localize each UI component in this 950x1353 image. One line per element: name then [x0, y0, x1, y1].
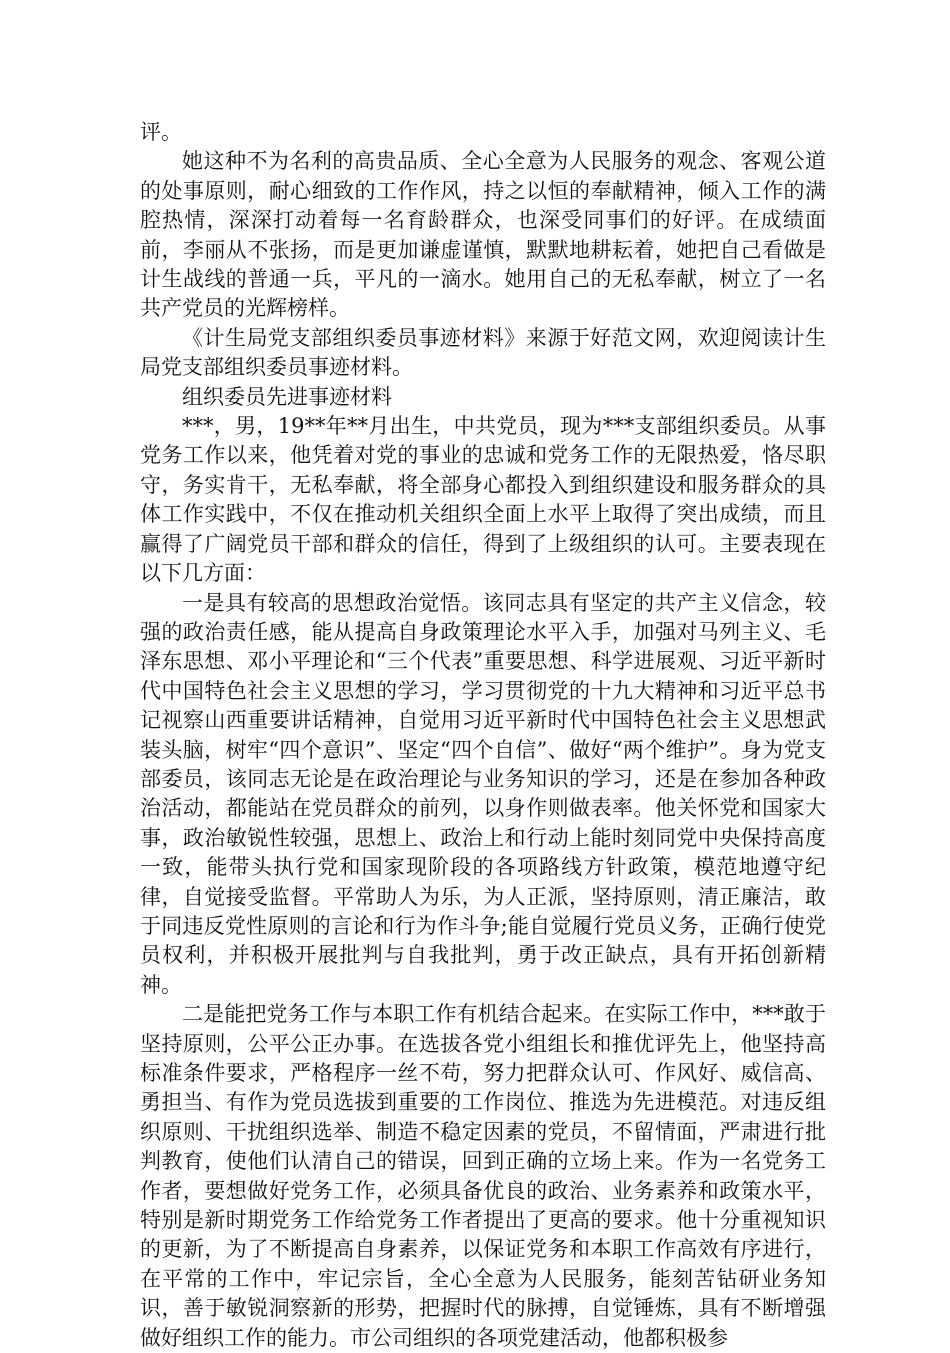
paragraph-3: 《计生局党支部组织委员事迹材料》来源于好范文网，欢迎阅读计生局党支部组织委员事迹材料。: [140, 325, 826, 380]
document-page: [140, 118, 826, 1353]
paragraph-6: 二是能把党务工作与本职工作有机结合起来。在实际工作中，***敢于坚持原则，公平公正办事。在选拔各党小组组长和推优评先上，他坚持高标准条件要求，严格程序一丝不苟，努力把群众认可、作风好、威信高、勇担当、有作为党员选拔到重要的工作岗位、推选为先进模范。对违反组织原则、干扰组织选举、制造不稳定因素的党员，不留情面，严肃进行批判教育，使他们认清自己的错误，回到正确的立场上来。作为一名党务工作者，要想做好党务工作，必须具备优良的政治、业务素养和政策水平，特别是新时期党务工作给党务工作者提出了更高的要求。他十分重视知识的更新，为了不断提高自身素养，以保证党务和本职工作高效有序进行，在平常的工作中，牢记宗旨，全心全意为人民服务，能刻苦钻研业务知识，善于敏锐洞察新的形势，把握时代的脉搏，自觉锤炼，具有不断增强做好组织工作的能力。市公司组织的各项党建活动，他都积极参: [140, 1002, 826, 1350]
paragraph-4: ***，男，19**年**月出生，中共党员，现为***支部组织委员。从事党务工作以来，他凭着对党的事业的忠诚和党务工作的无限热爱，恪尽职守，务实肯干，无私奉献，将全部身心都投入到组织建设和服务群众的具体工作实践中，不仅在推动机关组织全面上水平上取得了突出成绩，而且赢得了广阔党员干部和群众的信任，得到了上级组织的认可。主要表现在以下几方面：: [140, 414, 826, 586]
paragraph-1: 评。: [140, 120, 182, 144]
section-heading: 组织委员先进事迹材料: [182, 384, 392, 409]
paragraph-5: 一是具有较高的思想政治觉悟。该同志具有坚定的共产主义信念，较强的政治责任感，能从提高自身政策理论水平入手，加强对马列主义、毛泽东思想、邓小平理论和“三个代表”重要思想、科学进展观、习近平新时代中国特色社会主义思想的学习，学习贯彻党的十九大精神和习近平总书记视察山西重要讲话精神，自觉用习近平新时代中国特色社会主义思想武装头脑，树牢“四个意识”、坚定“四个自信”、做好“两个维护”。身为党支部委员，该同志无论是在政治理论与业务知识的学习，还是在参加各种政治活动，都能站在党员群众的前列，以身作则做表率。他关怀党和国家大事，政治敏锐性较强，思想上、政治上和行动上能时刻同党中央保持高度一致，能带头执行党和国家现阶段的各项路线方针政策，模范地遵守纪律，自觉接受监督。平常助人为乐，为人正派，坚持原则，清正廉洁，敢于同违反党性原则的言论和行为作斗争;能自觉履行党员义务，正确行使党员权利，并积极开展批判与自我批判，勇于改正缺点，具有开拓创新精神。: [140, 590, 826, 997]
paragraph-2: 她这种不为名利的高贵品质、全心全意为人民服务的观念、客观公道的处事原则，耐心细致的工作作风，持之以恒的奉献精神，倾入工作的满腔热情，深深打动着每一名育龄群众，也深受同事们的好评。在成绩面前，李丽从不张扬，而是更加谦虚谨慎，默默地耕耘着，她把自己看做是计生战线的普通一兵，平凡的一滴水。她用自己的无私奉献，树立了一名共产党员的光辉榜样。: [140, 149, 826, 321]
